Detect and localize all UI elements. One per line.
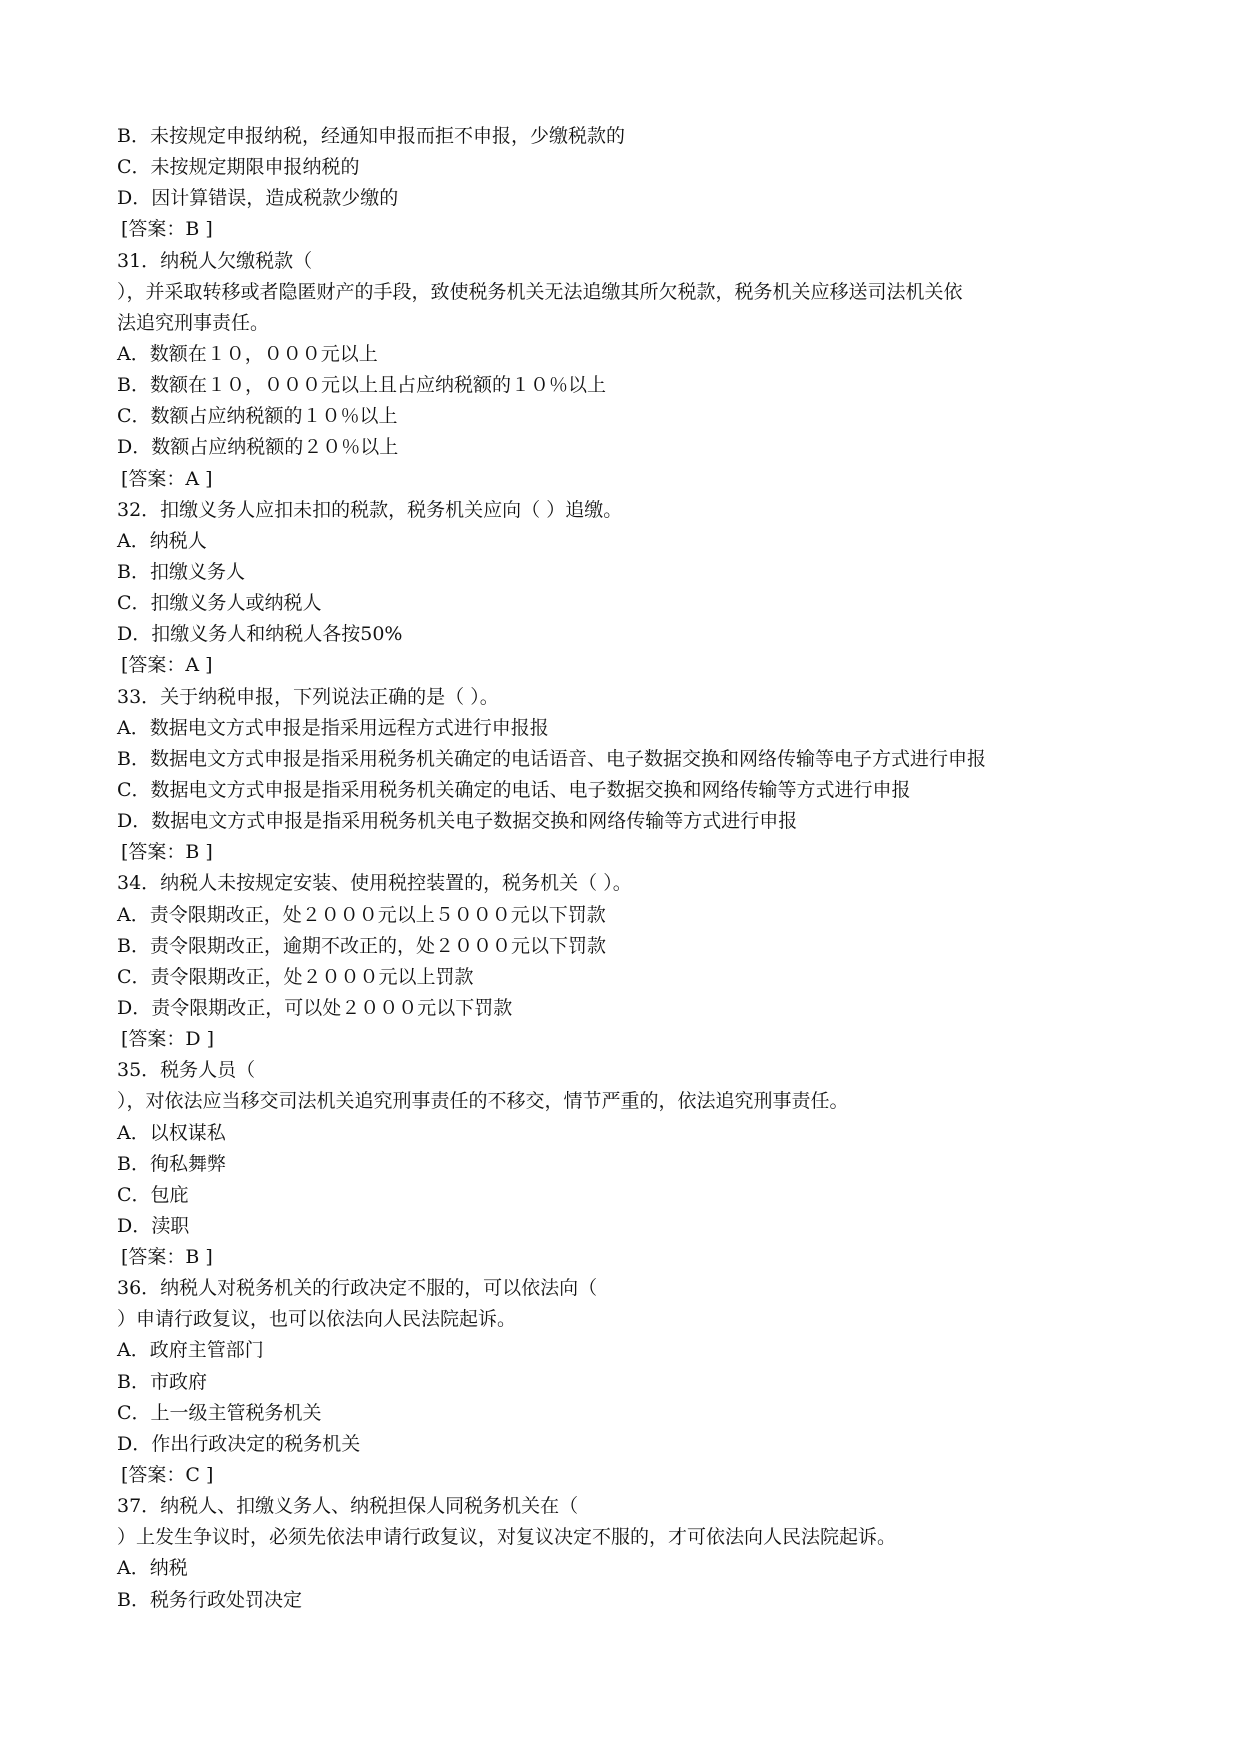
question-text: 31．纳税人欠缴税款（ — [117, 249, 313, 272]
question-text: 法追究刑事责任。 — [117, 311, 270, 334]
answer-key: [答案：B ] — [121, 218, 213, 241]
answer-option: A．以权谋私 — [117, 1121, 226, 1144]
answer-option: B．扣缴义务人 — [117, 560, 245, 583]
answer-option: C．数据电文方式申报是指采用税务机关确定的电话、电子数据交换和网络传输等方式进行申报 — [117, 778, 911, 801]
answer-option: C．数额占应纳税额的１０％以上 — [117, 405, 398, 428]
answer-key: [答案：A ] — [121, 654, 213, 677]
answer-option: C．上一级主管税务机关 — [117, 1401, 322, 1424]
answer-option: C．包庇 — [117, 1183, 189, 1206]
question-text: ）申请行政复议，也可以依法向人民法院起诉。 — [117, 1308, 517, 1331]
answer-option: A．纳税人 — [117, 529, 207, 552]
answer-option: D．数额占应纳税额的２０％以上 — [117, 436, 399, 459]
question-text: 33．关于纳税申报，下列说法正确的是（ ）。 — [117, 685, 499, 708]
answer-option: B．责令限期改正，逾期不改正的，处２０００元以下罚款 — [117, 934, 606, 957]
answer-option: A．数额在１０，０００元以上 — [117, 342, 378, 365]
answer-option: D．责令限期改正，可以处２０００元以下罚款 — [117, 996, 513, 1019]
question-text: 36．纳税人对税务机关的行政决定不服的，可以依法向（ — [117, 1277, 598, 1300]
document-body — [117, 121, 1241, 1616]
answer-option: A．政府主管部门 — [117, 1339, 264, 1362]
answer-option: C．扣缴义务人或纳税人 — [117, 592, 322, 615]
question-text: 35．税务人员（ — [117, 1059, 256, 1082]
question-text: 32．扣缴义务人应扣未扣的税款，税务机关应向（ ）追缴。 — [117, 498, 623, 521]
answer-option: B．税务行政处罚决定 — [117, 1588, 302, 1611]
answer-option: A．责令限期改正，处２０００元以上５０００元以下罚款 — [117, 903, 606, 926]
answer-option: B．数据电文方式申报是指采用税务机关确定的电话语音、电子数据交换和网络传输等电子方式进行申报 — [117, 747, 986, 770]
answer-option: B．徇私舞弊 — [117, 1152, 226, 1175]
question-text: 37．纳税人、扣缴义务人、纳税担保人同税务机关在（ — [117, 1495, 579, 1518]
answer-option: B．数额在１０，０００元以上且占应纳税额的１０％以上 — [117, 374, 606, 397]
question-text: 34．纳税人未按规定安装、使用税控装置的，税务机关（ ）。 — [117, 872, 632, 895]
answer-key: [答案：B ] — [121, 841, 213, 864]
question-text: ）上发生争议时，必须先依法申请行政复议，对复议决定不服的，才可依法向人民法院起诉。 — [117, 1526, 897, 1549]
answer-option: D．扣缴义务人和纳税人各按50% — [117, 623, 403, 646]
answer-option: D．数据电文方式申报是指采用税务机关电子数据交换和网络传输等方式进行申报 — [117, 810, 798, 833]
answer-option: B．未按规定申报纳税，经通知申报而拒不申报，少缴税款的 — [117, 125, 625, 147]
answer-option: D．因计算错误，造成税款少缴的 — [117, 187, 399, 210]
answer-option: D．作出行政决定的税务机关 — [117, 1432, 361, 1455]
question-text: ），并采取转移或者隐匿财产的手段，致使税务机关无法追缴其所欠税款，税务机关应移送司法机关依 — [117, 280, 963, 303]
answer-option: A．数据电文方式申报是指采用远程方式进行申报报 — [117, 716, 549, 739]
answer-key: [答案：C ] — [121, 1464, 214, 1487]
answer-option: D．渎职 — [117, 1214, 190, 1237]
answer-key: [答案：D ] — [121, 1028, 215, 1051]
question-text: ），对依法应当移交司法机关追究刑事责任的不移交，情节严重的，依法追究刑事责任。 — [117, 1090, 849, 1113]
answer-option: C．责令限期改正，处２０００元以上罚款 — [117, 965, 474, 988]
answer-option: C．未按规定期限申报纳税的 — [117, 156, 360, 179]
answer-option: A．纳税 — [117, 1557, 188, 1580]
answer-option: B．市政府 — [117, 1370, 207, 1393]
answer-key: [答案：B ] — [121, 1246, 213, 1269]
answer-key: [答案：A ] — [121, 467, 213, 490]
